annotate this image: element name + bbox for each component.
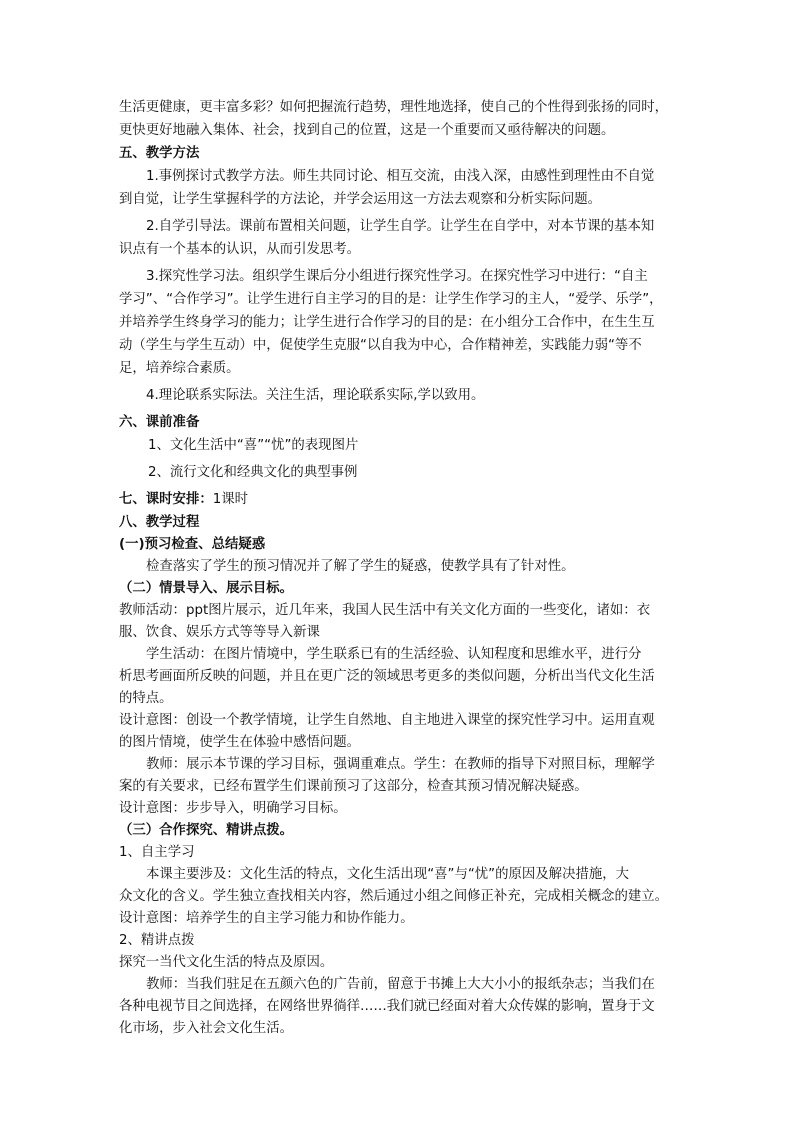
method-3-line: 足，培养综合素质。 <box>119 361 240 376</box>
method-1-line: 到自觉，让学生掌握科学的方法论，并学会运用这一方法去观察和分析实际问题。 <box>119 192 602 207</box>
section-heading-process: 八、教学过程 <box>119 515 200 530</box>
section-heading-schedule: 七、课时安排： <box>119 492 213 507</box>
preparation-item: 1、文化生活中“喜”“忧”的表现图片 <box>148 438 359 453</box>
method-3-line: 动（学生与学生互动）中，促使学生克服“以自我为中心，合作精神差，实践能力弱“等不 <box>119 338 642 353</box>
paragraph-line: 设计意图：创设一个教学情境，让学生自然地、自主地进入课堂的探究性学习中。运用直观 <box>119 713 655 728</box>
section-schedule <box>119 488 681 511</box>
sub-heading: 1、自主学习 <box>119 845 195 860</box>
method-3-line: 学习”、“合作学习”。让学生进行自主学习的目的是：让学生作学习的主人，“爱学、乐学”， <box>119 292 663 307</box>
method-2-line: 识点有一个基本的认识，从而引发思考。 <box>119 242 361 257</box>
paragraph-line: 学生活动：在图片情境中，学生联系已有的生活经验、认知程度和思维水平，进行分 <box>146 647 642 662</box>
paragraph-line: 教师：当我们驻足在五颜六色的广告前，留意于书摊上大大小小的报纸杂志；当我们在 <box>146 977 655 992</box>
paragraph-line: 设计意图：步步导入，明确学习目标。 <box>119 801 347 816</box>
paragraph-line: 的图片情境，使学生在体验中感悟问题。 <box>119 735 361 750</box>
paragraph-line: 众文化的含义。学生独立查找相关内容，然后通过小组之间修正补充，完成相关概念的建立。 <box>119 889 669 904</box>
section-heading-preparation: 六、课前准备 <box>119 415 200 430</box>
method-3-line: 3.探究性学习法。组织学生课后分小组进行探究性学习。在探究性学习中进行：“自主 <box>146 269 648 284</box>
method-4-line: 4.理论联系实际法。关注生活，理论联系实际,学以致用。 <box>146 388 485 403</box>
paragraph-line: 的特点。 <box>119 691 173 706</box>
paragraph-line: 本课主要涉及：文化生活的特点，文化生活出现“喜”与“忧”的原因及解决措施，大 <box>146 867 630 882</box>
schedule-value: 1课时 <box>212 492 249 507</box>
method-1-line: 1.事例探讨式教学方法。师生共同讨论、相互交流，由浅入深，由感性到理性由不自觉 <box>146 169 655 184</box>
part-heading: （三）合作探究、精讲点拨。 <box>119 823 294 838</box>
paragraph-line: 检查落实了学生的预习情况并了解了学生的疑惑，使教学具有了针对性。 <box>146 559 575 574</box>
paragraph-line: 教师：展示本节课的学习目标，强调重难点。学生：在教师的指导下对照目标，理解学 <box>146 757 655 772</box>
part-heading: (一)预习检查、总结疑惑 <box>119 537 266 552</box>
paragraph-line: 化市场，步入社会文化生活。 <box>119 1021 294 1036</box>
paragraph-line: 案的有关要求，已经布置学生们课前预习了这部分，检查其预习情况解决疑惑。 <box>119 779 588 794</box>
intro-line: 生活更健康，更丰富多彩？如何把握流行趋势，理性地选择，使自己的个性得到张扬的同时， <box>119 100 669 115</box>
paragraph-line: 各种电视节目之间选择，在网络世界徜徉……我们就已经面对着大众传媒的影响，置身于文 <box>119 999 655 1014</box>
document-page <box>119 96 681 1040</box>
part-heading: （二）情景导入、展示目标。 <box>119 581 294 596</box>
intro-line: 更快更好地融入集体、社会，找到自己的位置，这是一个重要而又亟待解决的问题。 <box>119 123 615 138</box>
preparation-item: 2、流行文化和经典文化的典型事例 <box>148 465 358 480</box>
paragraph-line: 设计意图：培养学生的自主学习能力和协作能力。 <box>119 911 414 926</box>
method-2-line: 2.自学引导法。课前布置相关问题，让学生自学。让学生在自学中，对本节课的基本知 <box>146 219 655 234</box>
paragraph-line: 探究一当代文化生活的特点及原因。 <box>119 955 334 970</box>
sub-heading: 2、精讲点拨 <box>119 933 195 948</box>
method-3-line: 并培养学生终身学习的能力；让学生进行合作学习的目的是：在小组分工合作中，在生生互 <box>119 315 655 330</box>
paragraph-line: 教师活动：ppt图片展示，近几年来，我国人民生活中有关文化方面的一些变化，诸如：衣 <box>119 603 651 618</box>
paragraph-line: 服、饮食、娱乐方式等等导入新课 <box>119 625 320 640</box>
section-heading-methods: 五、教学方法 <box>119 146 200 161</box>
paragraph-line: 析思考画面所反映的问题，并且在更广泛的领域思考更多的类似问题，分析出当代文化生活 <box>119 669 655 684</box>
